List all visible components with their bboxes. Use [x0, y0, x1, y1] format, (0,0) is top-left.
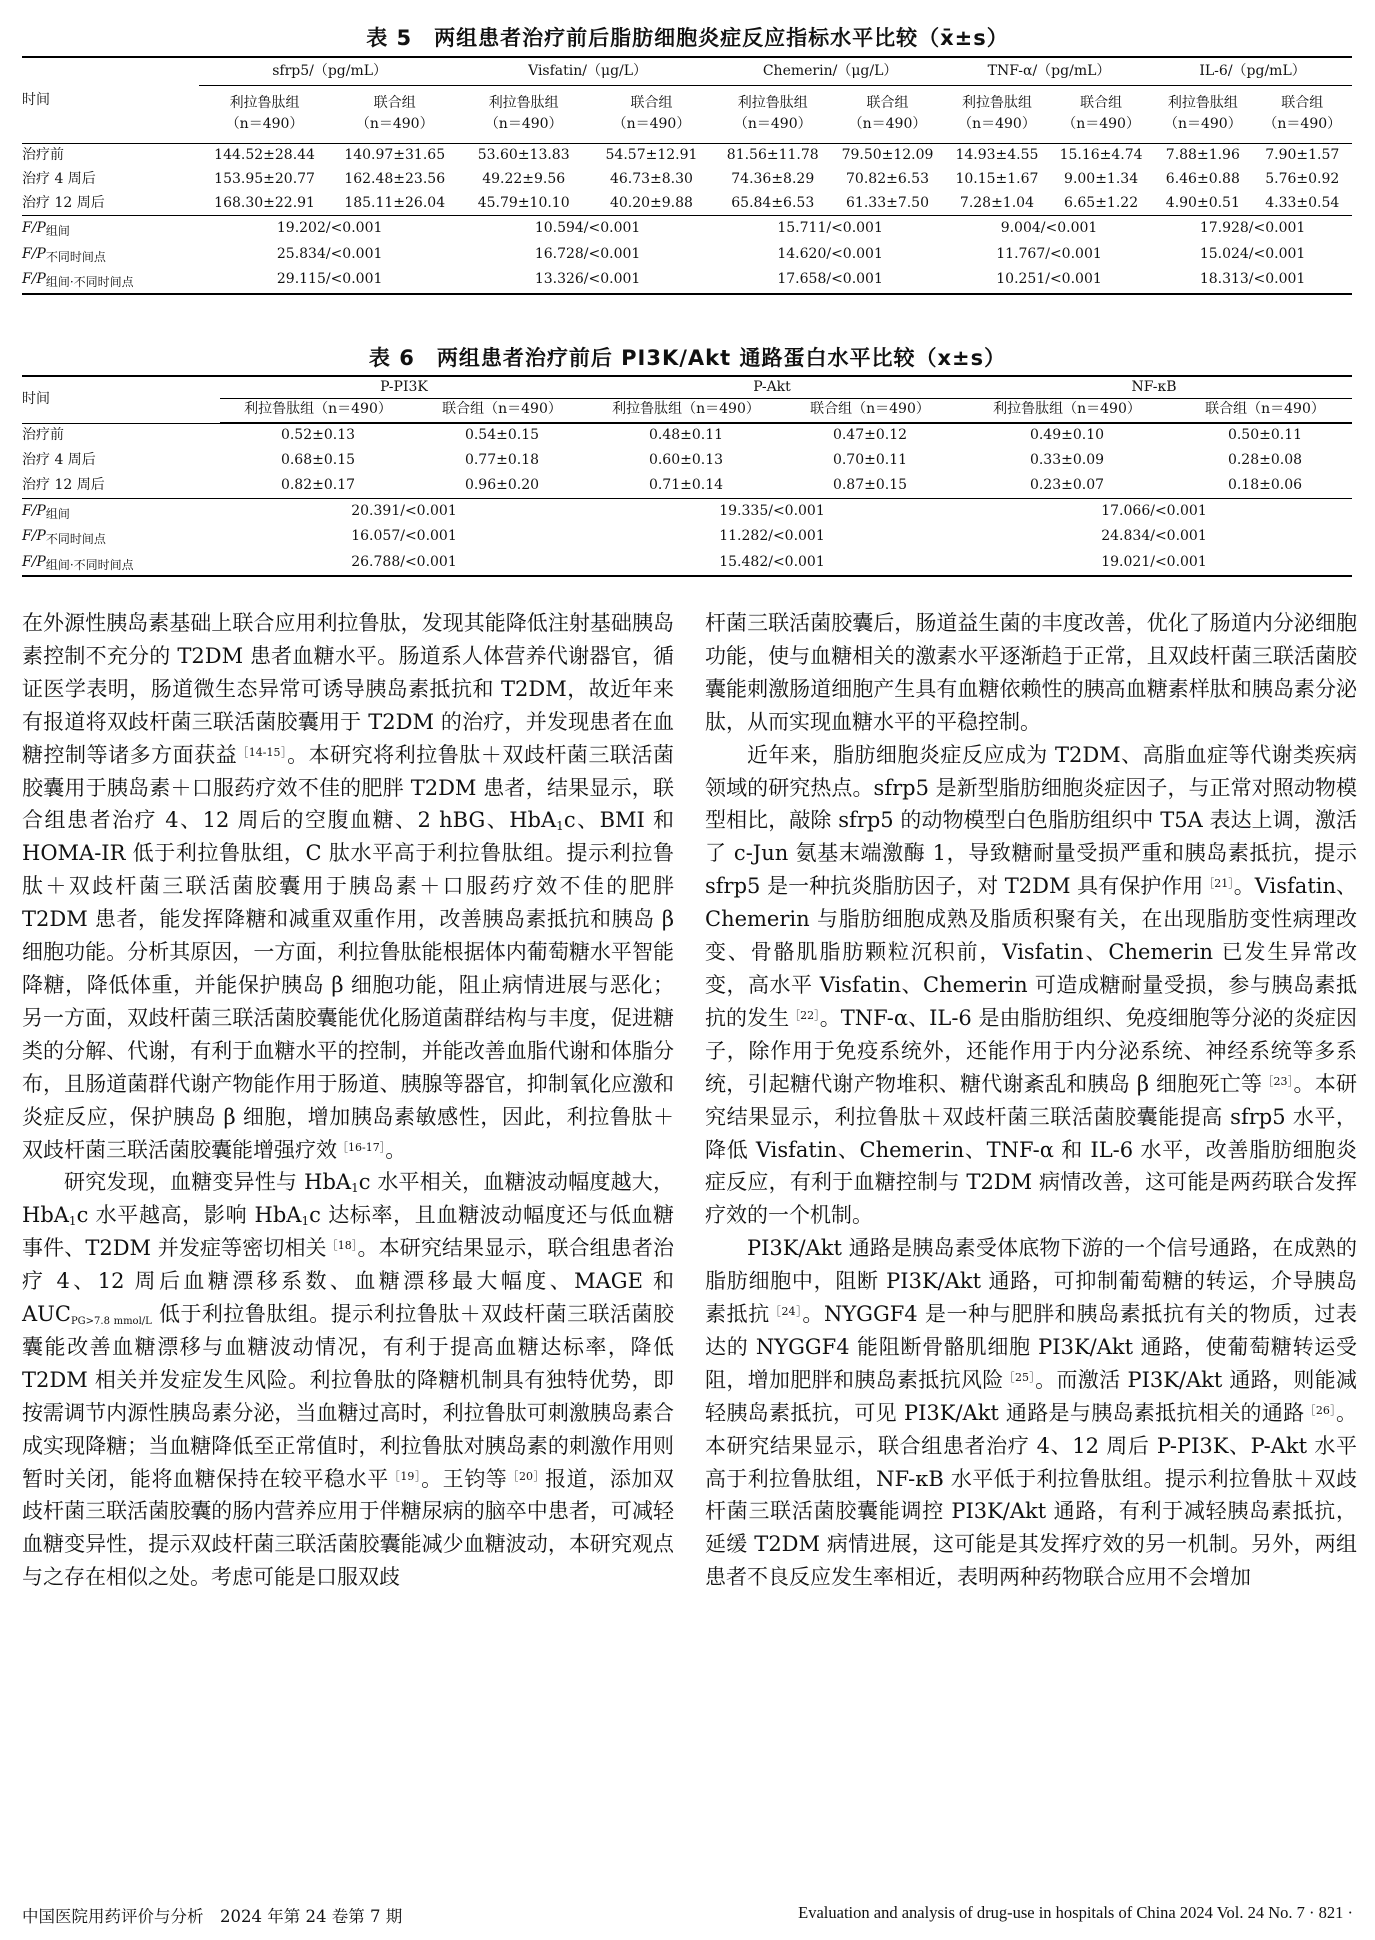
- stat-cell: 15.482/<0.001: [588, 550, 956, 576]
- row-label: 治疗前: [22, 147, 64, 164]
- table5-indicator-header: IL-6/（pg/mL）: [1153, 57, 1352, 85]
- stat-cell: 14.620/<0.001: [777, 245, 883, 262]
- stat-cell: 13.326/<0.001: [460, 268, 716, 294]
- cell: 4.90±0.51: [1153, 192, 1252, 216]
- table5-indicator-header: Chemerin/（μg/L）: [715, 57, 945, 85]
- cell: 6.65±1.22: [1049, 192, 1153, 216]
- table-row: [22, 423, 1352, 448]
- table6-group-header: 联合组（n＝490）: [416, 398, 588, 422]
- cell: 4.33±0.54: [1253, 192, 1352, 216]
- stat-label: $F/P_{不同时间点}$: [22, 528, 106, 547]
- row-label: 治疗 12 周后: [22, 473, 220, 498]
- cell: 0.33±0.09: [1029, 451, 1105, 468]
- stat-cell: 11.767/<0.001: [996, 245, 1102, 262]
- cell: 168.30±22.91: [199, 192, 329, 216]
- cell: 0.68±0.15: [280, 451, 356, 468]
- table5-group-header: 联合组 （n＝490）: [612, 94, 691, 133]
- stat-cell: 18.313/<0.001: [1153, 268, 1352, 294]
- row-label: 治疗 4 周后: [22, 170, 96, 187]
- table6-group-header: 利拉鲁肽组（n＝490）: [956, 398, 1178, 422]
- stat-cell: 9.004/<0.001: [1000, 220, 1098, 237]
- cell: 14.93±4.55: [955, 147, 1039, 164]
- table5-group-header: 利拉鲁肽组 （n＝490）: [1163, 94, 1242, 133]
- paragraph: 在外源性胰岛素基础上联合应用利拉鲁肽，发现其能降低注射基础胰岛素控制不充分的 T2DM 患者血糖水平。肠道系人体营养代谢器官，循证医学表明，肠道微生态异常可诱导胰岛素抵抗和 T2DM，故近年来有报道将双歧杆菌三联活菌胶囊用于 T2DM 的治疗，并发现患者在血糖控制等诸多方面获益$^{[14-15]}$。本研究将利拉鲁肽＋双歧杆菌三联活菌胶囊用于胰岛素＋口服药疗效不佳的肥胖 T2DM 患者，结果显示，联合组患者治疗 4、12 周后的空腹血糖、2 hBG、HbA$_1$c、BMI 和 HOMA-IR 低于利拉鲁肽组，C 肽水平高于利拉鲁肽组。提示利拉鲁肽＋双歧杆菌三联活菌胶囊用于胰岛素＋口服药疗效不佳的肥胖 T2DM 患者，能发挥降糖和减重双重作用，改善胰岛素抵抗和胰岛 β 细胞功能。分析其原因，一方面，利拉鲁肽能根据体内葡萄糖水平智能降糖，降低体重，并能保护胰岛 β 细胞功能，阻止病情进展与恶化；另一方面，双歧杆菌三联活菌胶囊能优化肠道菌群结构与丰度，促进糖类的分解、代谢，有利于血糖水平的控制，并能改善血脂代谢和体脂分布，且肠道菌群代谢产物能作用于肠道、胰腺等器官，抑制氧化应激和炎症反应，保护胰岛 β 细胞，增加胰岛素敏感性，因此，利拉鲁肽＋双歧杆菌三联活菌胶囊能增强疗效$^{[16-17]}$。: [22, 611, 675, 1162]
- cell: 0.60±0.13: [648, 451, 724, 468]
- table5-time-header: 时间: [22, 57, 199, 143]
- table-row: [22, 192, 1352, 216]
- cell: 5.76±0.92: [1265, 170, 1340, 187]
- table5-group-header: 利拉鲁肽组 （n＝490）: [225, 94, 304, 133]
- stat-cell: 19.021/<0.001: [956, 550, 1352, 576]
- table6-group-header: 利拉鲁肽组（n＝490）: [588, 398, 784, 422]
- cell: 40.20±9.88: [588, 192, 716, 216]
- cell: 153.95±20.77: [214, 170, 315, 187]
- cell: 0.49±0.10: [1029, 427, 1105, 444]
- stat-cell: 10.594/<0.001: [534, 220, 641, 237]
- stat-row: [22, 498, 1352, 524]
- stat-cell: 15.711/<0.001: [777, 220, 883, 237]
- cell: 140.97±31.65: [344, 147, 446, 164]
- cell: 81.56±11.78: [726, 147, 819, 164]
- table5-indicator-header: Visfatin/（μg/L）: [460, 57, 716, 85]
- cell: 7.28±1.04: [945, 192, 1049, 216]
- stat-cell: 16.057/<0.001: [351, 528, 457, 545]
- table5-group-header: 利拉鲁肽组 （n＝490）: [733, 94, 812, 133]
- stat-cell: 11.282/<0.001: [719, 528, 825, 545]
- cell: 0.18±0.06: [1178, 473, 1352, 498]
- right-column: [705, 607, 1357, 1594]
- table5-group-header: 联合组 （n＝490）: [355, 94, 434, 133]
- table5: [22, 56, 1352, 295]
- stat-cell: 17.658/<0.001: [715, 268, 945, 294]
- table6-group-header: 联合组（n＝490）: [1178, 398, 1352, 422]
- cell: 61.33±7.50: [830, 192, 945, 216]
- cell: 15.16±4.74: [1059, 147, 1143, 164]
- cell: 54.57±12.91: [605, 147, 698, 164]
- table6-indicator-header: P-PI3K: [220, 376, 588, 398]
- cell: 49.22±9.56: [482, 170, 566, 187]
- stat-cell: 19.335/<0.001: [719, 502, 825, 519]
- cell: 0.96±0.20: [416, 473, 588, 498]
- stat-cell: 25.834/<0.001: [276, 245, 383, 262]
- paragraph: 杆菌三联活菌胶囊后，肠道益生菌的丰度改善，优化了肠道内分泌细胞功能，使与血糖相关的激素水平逐渐趋于正常，且双歧杆菌三联活菌胶囊能刺激肠道细胞产生具有血糖依赖性的胰高血糖素样肽和胰岛素分泌肽，从而实现血糖水平的平稳控制。: [705, 611, 1357, 734]
- cell: 0.77±0.18: [464, 451, 540, 468]
- stat-label: $F/P_{不同时间点}$: [22, 245, 106, 264]
- table5-group-header: 利拉鲁肽组 （n＝490）: [958, 94, 1036, 133]
- stat-row: [22, 268, 1352, 294]
- cell: 0.82±0.17: [220, 473, 416, 498]
- footer-journal-cn: 中国医院用药评价与分析 2024 年第 24 卷第 7 期: [22, 1907, 403, 1926]
- stat-row: [22, 524, 1352, 550]
- cell: 144.52±28.44: [214, 147, 315, 164]
- table5-title: 表 5 两组患者治疗前后脂肪细胞炎症反应指标水平比较（x̄±s）: [366, 26, 1009, 50]
- cell: 79.50±12.09: [841, 147, 934, 164]
- table5-group-header: 联合组 （n＝490）: [1263, 94, 1342, 133]
- stat-cell: 26.788/<0.001: [220, 550, 588, 576]
- cell: 74.36±8.29: [731, 170, 815, 187]
- cell: 0.23±0.07: [956, 473, 1178, 498]
- stat-cell: 20.391/<0.001: [351, 502, 457, 519]
- cell: 0.47±0.12: [832, 427, 908, 444]
- row-label: 治疗前: [22, 427, 64, 444]
- table5-group-header: 联合组 （n＝490）: [1062, 94, 1140, 133]
- table-row: [22, 448, 1352, 473]
- table-row: [22, 168, 1352, 192]
- row-label: 治疗 4 周后: [22, 451, 96, 468]
- paragraph: 研究发现，血糖变异性与 HbA$_1$c 水平相关，血糖波动幅度越大，HbA$_1$c 水平越高，影响 HbA$_1$c 达标率，且血糖波动幅度还与低血糖事件、T2DM 并发症等密切相关$^{[18]}$。本研究结果显示，联合组患者治疗 4、12 周后血糖漂移系数、血糖漂移最大幅度、MAGE 和 $AUC_{PG>7.8 mmol/L}$ 低于利拉鲁肽组。提示利拉鲁肽＋双歧杆菌三联活菌胶囊能改善血糖漂移与血糖波动情况，有利于提高血糖达标率，降低 T2DM 相关并发症发生风险。利拉鲁肽的降糖机制具有独特优势，即按需调节内源性胰岛素分泌，当血糖过高时，利拉鲁肽可刺激胰岛素合成实现降糖；当血糖降低至正常值时，利拉鲁肽对胰岛素的刺激作用则暂时关闭，能将血糖保持在较平稳水平$^{[19]}$。王钧等$^{[20]}$报道，添加双歧杆菌三联活菌胶囊的肠内营养应用于伴糖尿病的脑卒中患者，可减轻血糖变异性，提示双歧杆菌三联活菌胶囊能减少血糖波动，本研究观点与之存在相似之处。考虑可能是口服双歧: [22, 1170, 674, 1590]
- stat-label: $F/P_{组间}$: [22, 220, 70, 239]
- table5-group-header: 利拉鲁肽组 （n＝490）: [484, 94, 563, 133]
- cell: 53.60±13.83: [477, 147, 570, 164]
- cell: 0.70±0.11: [832, 451, 908, 468]
- cell: 0.52±0.13: [280, 427, 356, 444]
- cell: 45.79±10.10: [460, 192, 588, 216]
- cell: 185.11±26.04: [330, 192, 460, 216]
- stat-label: $F/P_{组间}$: [22, 502, 70, 521]
- cell: 65.84±6.53: [715, 192, 830, 216]
- stat-cell: 24.834/<0.001: [1101, 528, 1207, 545]
- cell: 0.87±0.15: [784, 473, 956, 498]
- stat-cell: 16.728/<0.001: [534, 245, 641, 262]
- table6-title: 表 6 两组患者治疗前后 PI3K/Akt 通路蛋白水平比较（x±s）: [368, 346, 1007, 370]
- stat-label: $F/P_{组间\cdot 不同时间点}$: [22, 268, 199, 294]
- table6-indicator-header: P-Akt: [588, 376, 956, 398]
- stat-row: [22, 216, 1352, 242]
- table6-time-header: 时间: [22, 376, 220, 422]
- left-column: [22, 607, 674, 1594]
- cell: 7.90±1.57: [1265, 147, 1340, 164]
- stat-cell: 17.928/<0.001: [1199, 220, 1306, 237]
- table5-indicator-header: sfrp5/（pg/mL）: [199, 57, 459, 85]
- paragraph: 近年来，脂肪细胞炎症反应成为 T2DM、高脂血症等代谢类疾病领域的研究热点。sfrp5 是新型脂肪细胞炎症因子，与正常对照动物模型相比，敲除 sfrp5 的动物模型白色脂肪组织中 T5A 表达上调，激活了 c-Jun 氨基末端激酶 1，导致糖耐量受损严重和胰岛素抵抗，提示 sfrp5 是一种抗炎脂肪因子，对 T2DM 具有保护作用$^{[21]}$。Visfatin、Chemerin 与脂肪细胞成熟及脂质积聚有关，在出现脂肪变性病理改变、骨骼肌脂肪颗粒沉积前，Visfatin、Chemerin 已发生异常改变，高水平 Visfatin、Chemerin 可造成糖耐量受损，参与胰岛素抵抗的发生$^{[22]}$。TNF-α、IL-6 是由脂肪组织、免疫细胞等分泌的炎症因子，除作用于免疫系统外，还能作用于内分泌系统、神经系统等多系统，引起糖代谢产物堆积、糖代谢紊乱和胰岛 β 细胞死亡等$^{[23]}$。本研究结果显示，利拉鲁肽＋双歧杆菌三联活菌胶囊能提高 sfrp5 水平，降低 Visfatin、Chemerin、TNF-α 和 IL-6 水平，改善脂肪细胞炎症反应，有利于血糖控制与 T2DM 病情改善，这可能是两药联合发挥疗效的一个机制。: [705, 742, 1358, 1228]
- stat-row: [22, 242, 1352, 268]
- table6-group-header: 利拉鲁肽组（n＝490）: [220, 398, 416, 422]
- row-label: 治疗 12 周后: [22, 192, 199, 216]
- cell: 162.48±23.56: [344, 170, 446, 187]
- stat-cell: 19.202/<0.001: [276, 220, 383, 237]
- cell: 0.71±0.14: [588, 473, 784, 498]
- cell: 46.73±8.30: [609, 170, 693, 187]
- table5-indicator-header: TNF-α/（pg/mL）: [945, 57, 1153, 85]
- cell: 7.88±1.96: [1165, 147, 1240, 164]
- stat-cell: 15.024/<0.001: [1199, 245, 1306, 262]
- table6: [22, 375, 1352, 577]
- cell: 9.00±1.34: [1064, 170, 1139, 187]
- footer-journal-en: Evaluation and analysis of drug-use in hospitals of China 2024 Vol. 24 No. 7 · 821 ·: [798, 1903, 1353, 1922]
- table6-group-header: 联合组（n＝490）: [784, 398, 956, 422]
- cell: 0.54±0.15: [464, 427, 540, 444]
- paragraph: PI3K/Akt 通路是胰岛素受体底物下游的一个信号通路，在成熟的脂肪细胞中，阻断 PI3K/Akt 通路，可抑制葡萄糖的转运，介导胰岛素抵抗$^{[24]}$。NYGGF4 是一种与肥胖和胰岛素抵抗有关的物质，过表达的 NYGGF4 能阻断骨骼肌细胞 PI3K/Akt 通路，使葡萄糖转运受阻，增加肥胖和胰岛素抵抗风险$^{[25]}$。而激活 PI3K/Akt 通路，则能减轻胰岛素抵抗，可见 PI3K/Akt 通路是与胰岛素抵抗相关的通路$^{[26]}$。本研究结果显示，联合组患者治疗 4、12 周后 P-PI3K、P-Akt 水平高于利拉鲁肽组，NF-κB 水平低于利拉鲁肽组。提示利拉鲁肽＋双歧杆菌三联活菌胶囊能调控 PI3K/Akt 通路，有利于减轻胰岛素抵抗，延缓 T2DM 病情进展，这可能是其发挥疗效的另一机制。另外，两组患者不良反应发生率相近，表明两种药物联合应用不会增加: [705, 1236, 1358, 1590]
- cell: 70.82±6.53: [846, 170, 929, 187]
- cell: 0.48±0.11: [648, 427, 724, 444]
- stat-label: $F/P_{组间\cdot 不同时间点}$: [22, 550, 220, 576]
- table-row: [22, 473, 1352, 498]
- cell: 0.50±0.11: [1227, 427, 1303, 444]
- table5-group-header: 联合组 （n＝490）: [848, 94, 927, 133]
- cell: 6.46±0.88: [1165, 170, 1240, 187]
- table-row: [22, 144, 1352, 168]
- cell: 10.15±1.67: [955, 170, 1039, 187]
- stat-cell: 29.115/<0.001: [199, 268, 459, 294]
- stat-row: [22, 550, 1352, 576]
- table6-indicator-header: NF-κB: [956, 376, 1352, 398]
- stat-cell: 10.251/<0.001: [945, 268, 1153, 294]
- cell: 0.28±0.08: [1227, 451, 1303, 468]
- stat-cell: 17.066/<0.001: [1101, 502, 1207, 519]
